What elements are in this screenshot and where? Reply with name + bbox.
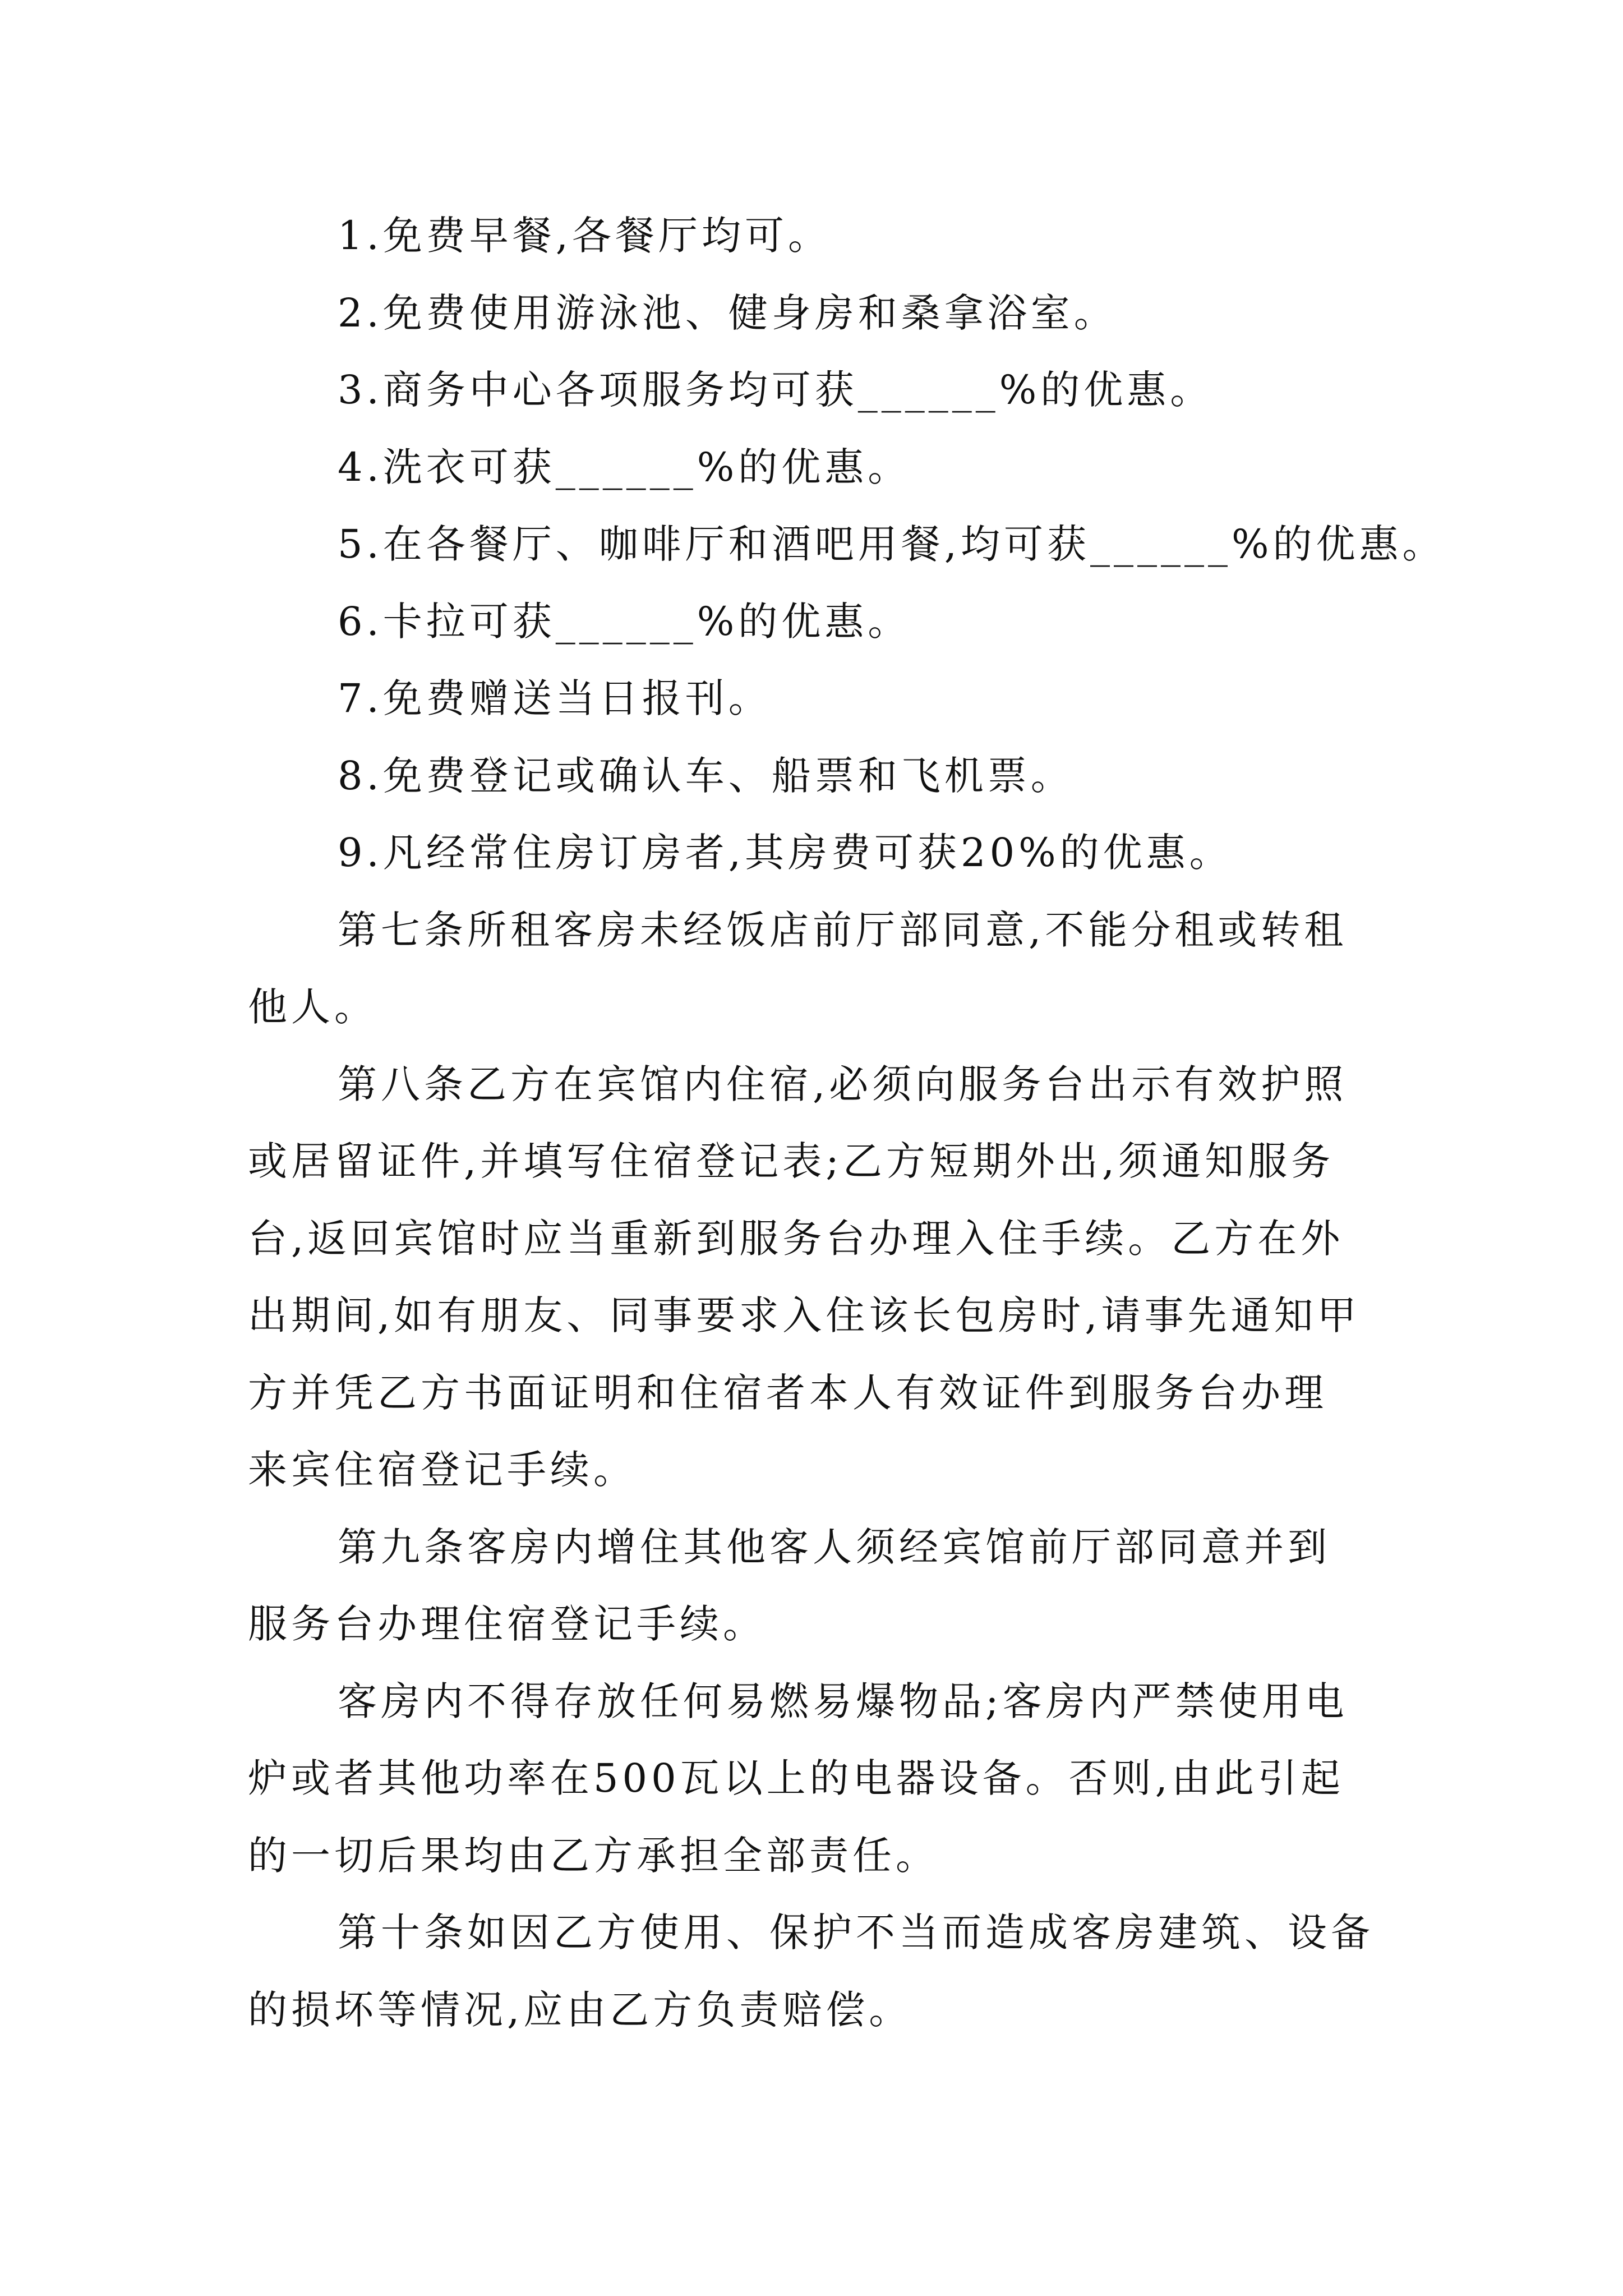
list-item-9: 9.凡经常住房订房者,其房费可获20%的优惠。 (338, 830, 1233, 876)
paragraph-line-3: 的一切后果均由乙方承担全部责任。 (248, 1832, 939, 1879)
article-10-line-1: 第十条如因乙方使用、保护不当而造成客房建筑、设备 (338, 1910, 1374, 1955)
list-item-1: 1.免费早餐,各餐厅均可。 (338, 213, 832, 259)
list-item-7: 7.免费赠送当日报刊。 (338, 675, 772, 721)
article-9-line-2: 服务台办理住宿登记手续。 (248, 1601, 766, 1647)
article-9-line-1: 第九条客房内增住其他客人须经宾馆前厅部同意并到 (338, 1524, 1331, 1570)
article-8-line-3: 台,返回宾馆时应当重新到服务台办理入住手续。乙方在外 (248, 1215, 1344, 1262)
list-item-5: 5.在各餐厅、咖啡厅和酒吧用餐,均可获______%的优惠。 (338, 521, 1446, 567)
list-item-6: 6.卡拉可获______%的优惠。 (338, 598, 911, 645)
paragraph-line-2: 炉或者其他功率在500瓦以上的电器设备。否则,由此引起 (248, 1755, 1344, 1801)
list-item-2: 2.免费使用游泳池、健身房和桑拿浴室。 (338, 289, 1117, 336)
list-item-8: 8.免费登记或确认车、船票和飞机票。 (338, 752, 1074, 799)
article-8-line-6: 来宾住宿登记手续。 (248, 1447, 637, 1493)
document-body (248, 197, 1446, 2049)
article-8-line-1: 第八条乙方在宾馆内住宿,必须向服务台出示有效护照 (338, 1061, 1348, 1107)
list-item-3: 3.商务中心各项服务均可获______%的优惠。 (338, 367, 1214, 413)
article-8-line-2: 或居留证件,并填写住宿登记表;乙方短期外出,须通知服务 (248, 1138, 1335, 1184)
list-item-4: 4.洗衣可获______%的优惠。 (338, 444, 911, 490)
article-10-line-2: 的损坏等情况,应由乙方负责赔偿。 (248, 1986, 912, 2033)
article-7-line-2: 他人。 (248, 984, 377, 1030)
article-8-line-5: 方并凭乙方书面证明和住宿者本人有效证件到服务台办理 (248, 1369, 1327, 1416)
article-8-line-4: 出期间,如有朋友、同事要求入住该长包房时,请事先通知甲 (248, 1292, 1361, 1338)
article-7-line-1: 第七条所租客房未经饭店前厅部同意,不能分租或转租 (338, 907, 1348, 953)
paragraph-line-1: 客房内不得存放任何易燃易爆物品;客房内严禁使用电 (338, 1678, 1348, 1724)
